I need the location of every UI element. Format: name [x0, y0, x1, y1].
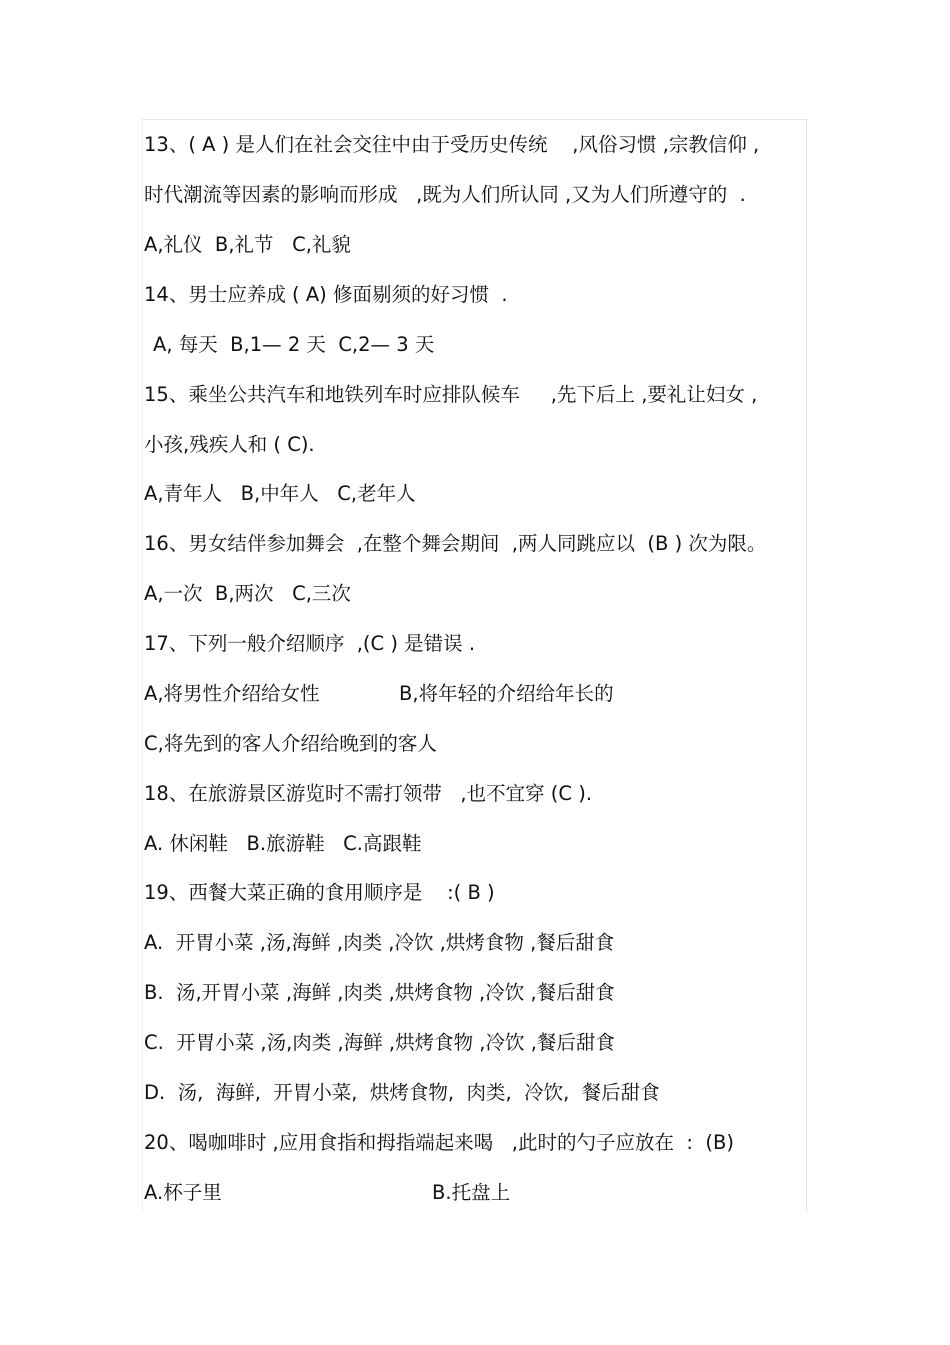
question-19-option-a: A. 开胃小菜 ,汤,海鲜 ,肉类 ,冷饮 ,烘烤食物 ,餐后甜食: [144, 931, 615, 954]
question-15-options: A,青年人 B,中年人 C,老年人: [144, 482, 416, 505]
question-15-line-1: 15、乘坐公共汽车和地铁列车时应排队候车 ,先下后上 ,要礼让妇女 ,: [144, 383, 758, 406]
question-16: 16、男女结伴参加舞会 ,在整个舞会期间 ,两人同跳应以 (B ) 次为限。: [144, 532, 767, 555]
question-20-option-a: A.杯子里: [144, 1181, 222, 1204]
question-17: 17、下列一般介绍顺序 ,(C ) 是错误 .: [144, 632, 476, 655]
question-18: 18、在旅游景区游览时不需打领带 ,也不宜穿 (C ).: [144, 782, 593, 805]
question-14-options: A, 每天 B,1— 2 天 C,2— 3 天: [153, 333, 435, 356]
question-13-options: A,礼仪 B,礼节 C,礼貌: [144, 233, 351, 256]
question-14: 14、男士应养成 ( A) 修面剔须的好习惯 .: [144, 283, 508, 306]
question-13-line-1: 13、( A ) 是人们在社会交往中由于受历史传统 ,风俗习惯 ,宗教信仰 ,: [144, 133, 760, 156]
question-13-line-2: 时代潮流等因素的影响而形成 ,既为人们所认同 ,又为人们所遵守的 .: [144, 183, 746, 206]
question-20-option-b: B.托盘上: [432, 1181, 511, 1204]
question-19: 19、西餐大菜正确的食用顺序是 :( B ): [144, 881, 495, 904]
question-18-options: A. 休闲鞋 B.旅游鞋 C.高跟鞋: [144, 832, 422, 855]
question-17-option-c: C,将先到的客人介绍给晚到的客人: [144, 732, 437, 755]
question-17-option-a: A,将男性介绍给女性: [144, 682, 320, 705]
question-20: 20、喝咖啡时 ,应用食指和拇指端起来喝 ,此时的勺子应放在 : (B): [144, 1131, 734, 1154]
question-16-options: A,一次 B,两次 C,三次: [144, 582, 351, 605]
question-19-option-d: D. 汤, 海鲜, 开胃小菜, 烘烤食物, 肉类, 冷饮, 餐后甜食: [144, 1081, 660, 1104]
question-19-option-b: B. 汤,开胃小菜 ,海鲜 ,肉类 ,烘烤食物 ,冷饮 ,餐后甜食: [144, 981, 615, 1004]
question-19-option-c: C. 开胃小菜 ,汤,肉类 ,海鲜 ,烘烤食物 ,冷饮 ,餐后甜食: [144, 1031, 615, 1054]
question-17-option-b: B,将年轻的介绍给年长的: [399, 682, 614, 705]
question-15-line-2: 小孩,残疾人和 ( C).: [144, 433, 315, 456]
